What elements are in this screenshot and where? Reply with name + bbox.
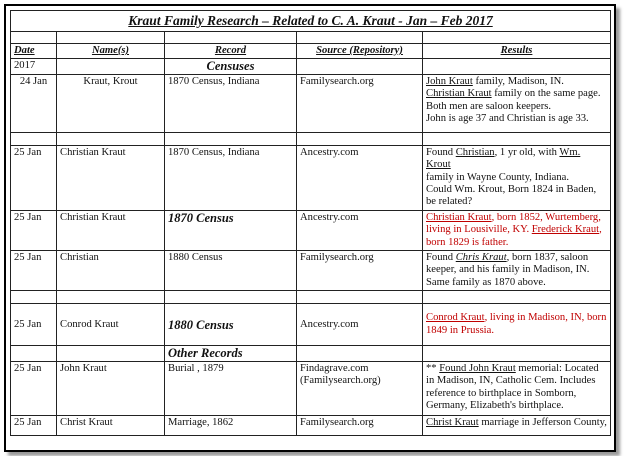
row-results <box>423 304 611 346</box>
spacer-row <box>11 132 611 145</box>
result-link: Found John Kraut <box>439 362 516 374</box>
row-name: Christian Kraut <box>57 145 165 210</box>
result-text: Found <box>426 146 456 158</box>
header-record: Record <box>165 44 297 59</box>
row-date: 25 Jan <box>11 361 57 415</box>
row-name: Conrod Kraut <box>57 304 165 346</box>
row-name: Christian <box>57 251 165 291</box>
result-text: ** <box>426 362 440 374</box>
section-row-other <box>11 346 611 361</box>
row-record: Marriage, 1862 <box>165 415 297 435</box>
result-link: Christian <box>455 146 495 158</box>
row-record: 1870 Census, Indiana <box>165 74 297 132</box>
result-link: Frederick Kraut <box>531 224 600 236</box>
table-row <box>11 251 611 291</box>
header-date: Date <box>11 44 57 59</box>
section-censuses: Censuses <box>165 59 297 74</box>
row-results <box>423 145 611 210</box>
document-frame <box>4 4 616 452</box>
result-link: Wm. Krout <box>426 146 581 171</box>
row-source: Familysearch.org <box>297 251 423 291</box>
table-row <box>11 415 611 435</box>
source-line: (Familysearch.org) <box>300 375 381 387</box>
result-text: John is age 37 and Christian is age 33. <box>426 113 589 125</box>
row-date: 25 Jan <box>11 415 57 435</box>
header-results: Results <box>423 44 611 59</box>
table-row <box>11 74 611 132</box>
row-source: Familysearch.org <box>297 74 423 132</box>
table-row <box>11 210 611 250</box>
row-name: Christian Kraut <box>57 210 165 250</box>
row-name: Kraut, Krout <box>57 74 165 132</box>
result-text: Found <box>426 252 456 264</box>
table-title: Kraut Family Research – Related to C. A. Kraut - Jan – Feb 2017 <box>11 11 611 32</box>
row-results <box>423 361 611 415</box>
row-source <box>297 361 423 415</box>
row-record: Burial , 1879 <box>165 361 297 415</box>
result-link: Chris Kraut <box>455 252 507 264</box>
result-text: keeper, and his family in Madison, IN. <box>426 264 590 276</box>
result-link: Christian Kraut <box>426 211 492 223</box>
result-text: family, Madison, IN. <box>472 75 564 87</box>
row-source: Familysearch.org <box>297 415 423 435</box>
row-source: Ancestry.com <box>297 145 423 210</box>
source-line: Findagrave.com <box>300 362 369 374</box>
section-row-censuses <box>11 59 611 74</box>
table-row <box>11 304 611 346</box>
result-text: living in Lousiville, KY. <box>426 224 532 236</box>
result-text: memorial: Located <box>515 362 599 374</box>
result-text: , <box>599 224 602 236</box>
section-other-records: Other Records <box>165 346 297 361</box>
row-date: 25 Jan <box>11 145 57 210</box>
header-names: Name(s) <box>57 44 165 59</box>
result-text: Both men are saloon keepers. <box>426 100 552 112</box>
row-date: 25 Jan <box>11 304 57 346</box>
spacer-row <box>11 32 611 44</box>
result-text: reference to birthplace in Somborn, <box>426 387 577 399</box>
row-results <box>423 210 611 250</box>
row-record: 1880 Census <box>165 251 297 291</box>
result-text: born 1829 is father. <box>426 236 509 248</box>
result-text: , living in Madison, IN, born <box>484 312 607 324</box>
research-table <box>10 10 611 436</box>
row-record: 1870 Census, Indiana <box>165 145 297 210</box>
result-text: Same family as 1870 above. <box>426 276 546 288</box>
result-link: Christian Kraut <box>426 88 492 100</box>
title-row <box>11 11 611 32</box>
row-results <box>423 251 611 291</box>
row-name: John Kraut <box>57 361 165 415</box>
header-source: Source (Repository) <box>297 44 423 59</box>
row-record: 1870 Census <box>165 210 297 250</box>
result-text: family in Wayne County, Indiana. <box>426 171 570 183</box>
result-link: John Kraut <box>426 75 473 87</box>
row-source: Ancestry.com <box>297 210 423 250</box>
result-text: Germany, Elizabeth's birthplace. <box>426 399 564 411</box>
row-results <box>423 415 611 435</box>
result-text: , born 1852, Wurtemberg, <box>491 211 601 223</box>
table-row <box>11 145 611 210</box>
row-date: 25 Jan <box>11 210 57 250</box>
header-row <box>11 44 611 59</box>
row-results <box>423 74 611 132</box>
row-date: 24 Jan <box>11 74 57 132</box>
result-link: Conrod Kraut <box>426 312 485 324</box>
row-source: Ancestry.com <box>297 304 423 346</box>
result-text: marriage in Jefferson County, <box>478 416 607 428</box>
row-date: 25 Jan <box>11 251 57 291</box>
row-name: Christ Kraut <box>57 415 165 435</box>
spacer-row <box>11 291 611 304</box>
result-text: 1849 in Prussia. <box>426 324 494 336</box>
year-cell: 2017 <box>11 59 57 74</box>
result-text: , 1 yr old, with <box>494 146 560 158</box>
result-text: family on the same page. <box>491 88 601 100</box>
result-text: Could Wm. Krout, Born 1824 in Baden, be related? <box>426 184 597 208</box>
result-link: Christ Kraut <box>426 416 479 428</box>
result-text: , born 1837, saloon <box>506 252 589 264</box>
row-record: 1880 Census <box>165 304 297 346</box>
result-text: in Madison, IN, Catholic Cem. Includes <box>426 375 596 387</box>
table-row <box>11 361 611 415</box>
